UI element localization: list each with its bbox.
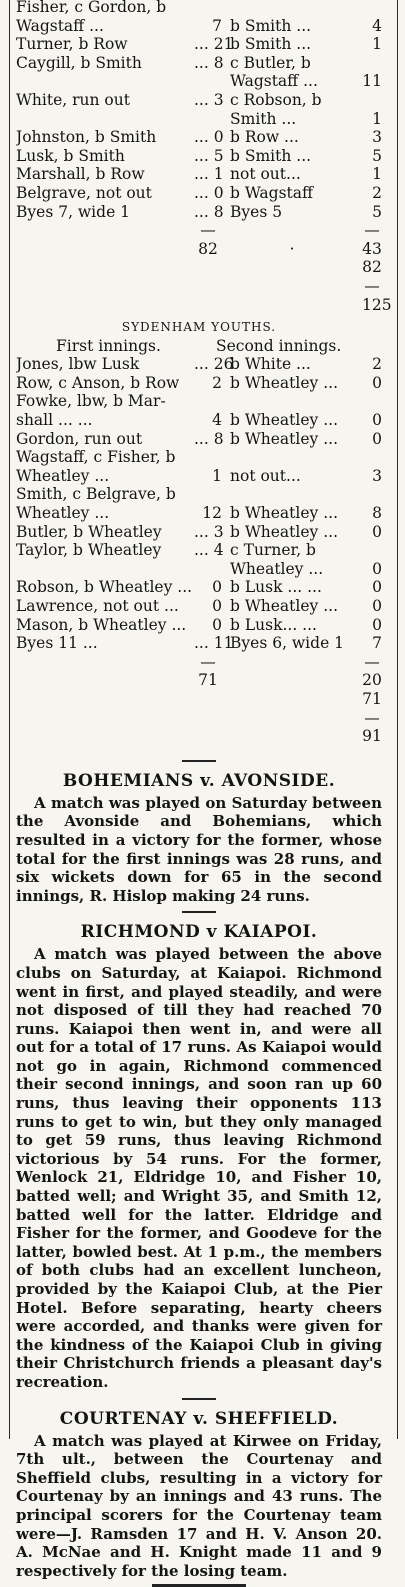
score-first-innings bbox=[194, 485, 222, 504]
scorecard-row bbox=[16, 91, 382, 110]
scorecard-row bbox=[16, 430, 382, 449]
batsman-first-innings bbox=[16, 72, 194, 91]
scorecard-continued bbox=[16, 0, 382, 221]
batsman-first-innings: Wagstaff ... bbox=[16, 16, 104, 35]
team-title: SYDENHAM YOUTHS. bbox=[121, 320, 277, 335]
score-second-innings bbox=[362, 54, 382, 73]
column-rule-left bbox=[9, 0, 10, 1439]
scorecard-row bbox=[16, 110, 382, 129]
score-second-innings: 0 bbox=[372, 597, 382, 615]
totals-row bbox=[16, 727, 382, 746]
batsman-first-innings: Lusk, b Smith bbox=[16, 146, 125, 165]
batsman-first-innings: Byes 7, wide 1 bbox=[16, 202, 131, 221]
article-body: A match was played on Saturday between the Avonside and Bohemians, which resulted in a victory for the former, whose total for the first innings was 28 runs, and six wickets down for 65 in the second innings, R. Hislop making 24 runs. bbox=[16, 793, 382, 905]
score-first-innings: ... 4 bbox=[194, 541, 224, 560]
scorecard-row bbox=[16, 467, 382, 486]
score-first-innings: ... 3 bbox=[194, 90, 224, 109]
score-first-innings: ... 0 bbox=[194, 128, 224, 147]
scorecard-row bbox=[16, 35, 382, 54]
score-first-innings bbox=[194, 448, 222, 467]
batsman-second-innings: b Wheatley ... bbox=[230, 597, 339, 615]
score-second-innings bbox=[362, 541, 382, 560]
scorecard-row bbox=[16, 560, 382, 579]
batsman-first-innings: Turner, b Row bbox=[16, 35, 128, 54]
section-divider bbox=[182, 760, 216, 762]
batsman-first-innings bbox=[16, 560, 194, 579]
score-second-innings bbox=[362, 485, 382, 504]
totals-row: — — bbox=[200, 221, 380, 240]
batsman-second-innings: b Wheatley ... bbox=[230, 373, 339, 392]
article-heading: RICHMOND v KAIAPOI. bbox=[80, 922, 318, 943]
scorecard-row bbox=[16, 523, 382, 542]
batsman-first-innings: Gordon, run out bbox=[16, 429, 143, 448]
batsman-first-innings: Wheatley ... bbox=[16, 504, 110, 523]
scorecard-row bbox=[16, 17, 382, 36]
score-first-innings: 2 bbox=[212, 373, 222, 392]
score-second-innings: 0 bbox=[372, 559, 382, 578]
totals-row: — bbox=[364, 276, 380, 295]
score-first-innings: 0 bbox=[212, 578, 222, 597]
batsman-second-innings: b Wheatley ... bbox=[230, 522, 339, 541]
score-first-innings: ... 1 bbox=[194, 165, 224, 184]
totals-row bbox=[16, 690, 382, 709]
scorecard-row bbox=[16, 541, 382, 560]
sydenham-scorecard bbox=[16, 355, 382, 653]
scorecard-row bbox=[16, 485, 382, 504]
scorecard-row bbox=[16, 54, 382, 73]
score-second-innings: 3 bbox=[372, 128, 382, 147]
score-second-innings: 0 bbox=[372, 429, 382, 448]
first-innings-carried: 71 bbox=[362, 689, 382, 708]
batsman-second-innings: Wagstaff ... bbox=[230, 72, 318, 91]
section-divider bbox=[182, 911, 216, 913]
batsman-first-innings: Fowke, lbw, b Mar- bbox=[16, 392, 166, 411]
batsman-first-innings: Johnston, b Smith bbox=[16, 128, 157, 147]
article-heading: COURTENAY v. SHEFFIELD. bbox=[59, 1408, 339, 1429]
score-second-innings: 7 bbox=[372, 634, 382, 653]
batsman-second-innings: Smith ... bbox=[230, 109, 297, 128]
totals-row: 82 · 43 bbox=[16, 240, 382, 259]
score-second-innings: 2 bbox=[372, 183, 382, 202]
batsman-first-innings: Lawrence, not out ... bbox=[16, 597, 179, 615]
batsman-first-innings: Jones, lbw Lusk bbox=[16, 355, 140, 374]
batsman-first-innings bbox=[16, 110, 194, 129]
score-first-innings: ... 5 bbox=[194, 146, 224, 165]
batsman-second-innings: b Smith ... bbox=[230, 35, 312, 54]
batsman-second-innings: not out... bbox=[230, 165, 301, 184]
first-innings-header: First innings. bbox=[56, 336, 161, 355]
score-second-innings: 0 bbox=[372, 522, 382, 541]
score-first-innings: 0 bbox=[212, 615, 222, 634]
scorecard-row bbox=[16, 165, 382, 184]
batsman-first-innings: Belgrave, not out bbox=[16, 183, 152, 202]
score-first-innings: ... 8 bbox=[194, 202, 224, 221]
batsman-first-innings: Wheatley ... bbox=[16, 466, 110, 485]
score-second-innings: 1 bbox=[372, 109, 382, 128]
article-body: A match was played at Kirwee on Friday, 7th ult., between the Courtenay and Sheffield clubs, resulting in a victory for Courtenay by an innings and 43 runs. The principal scorers for the Courtenay team were—J. Ramsden 17 and H. V. Anson 20. A. McNae and H. Knight made 11 and 9 respectively for the losing team. bbox=[16, 1431, 382, 1580]
batsman-first-innings: White, run out bbox=[16, 90, 130, 109]
score-first-innings: ... 3 bbox=[194, 522, 224, 541]
batsman-first-innings: Wagstaff, c Fisher, b bbox=[16, 448, 176, 467]
totals-row: — — bbox=[200, 652, 380, 671]
batsman-second-innings: b Smith ... bbox=[230, 146, 312, 165]
scorecard-row bbox=[16, 597, 382, 616]
batsman-first-innings: Taylor, b Wheatley bbox=[16, 541, 162, 560]
batsman-second-innings: Byes 6, wide 1 bbox=[230, 634, 345, 653]
score-first-innings: ... 26 bbox=[194, 355, 234, 374]
scorecard-row bbox=[16, 374, 382, 393]
score-second-innings: 11 bbox=[362, 72, 382, 91]
score-second-innings: 2 bbox=[372, 355, 382, 374]
totals-row: — bbox=[364, 708, 380, 727]
score-first-innings: 0 bbox=[212, 597, 222, 615]
scorecard-row bbox=[16, 355, 382, 374]
newspaper-column bbox=[16, 0, 392, 1587]
scorecard-row bbox=[16, 72, 382, 91]
first-innings-carried: 82 bbox=[362, 258, 382, 277]
score-second-innings bbox=[362, 392, 382, 411]
score-second-innings: 0 bbox=[372, 578, 382, 597]
score-first-innings bbox=[194, 392, 222, 411]
batsman-second-innings: b Wheatley ... bbox=[230, 411, 339, 430]
score-first-innings: ... 21 bbox=[194, 35, 234, 54]
batsman-second-innings: b Wheatley ... bbox=[230, 504, 339, 523]
score-first-innings bbox=[194, 110, 222, 129]
score-first-innings: ... 11 bbox=[194, 634, 234, 653]
batsman-first-innings: Marshall, b Row bbox=[16, 165, 145, 184]
article-body: A match was played between the above clubs on Saturday, at Kaiapoi. Richmond went in first, and played steadily, and were not disposed of till they had reached 70 runs. Kaiapoi then went in, and were all out for a total of 17 runs. As Kaiapoi would not go in again, Richmond commenced their second innings, and soon ran up 60 runs, thus leaving their opponents 113 runs to get to win, but they only managed to get 59 runs, thus leaving Richmond victorious by 54 runs. For the former, Wenlock 21, Eldridge 10, and Fisher 10, batted well; and Wright 35, and Smith 12, batted well for the latter. Eldridge and Fisher for the former, and Goodeve for the latter, bowled best. At 1 p.m., the members of both clubs had an excellent luncheon, provided by the Kaiapoi Club, at the Pier Hotel. Before separating, hearty cheers were accorded, and thanks were given for the kindness of the Kaiapoi Club in giving their Christchurch friends a pleasant day's recreation. bbox=[16, 945, 382, 1391]
score-second-innings bbox=[362, 448, 382, 467]
batsman-second-innings: c Turner, b bbox=[230, 541, 316, 560]
batsman-second-innings: c Robson, b bbox=[230, 90, 322, 109]
batsman-first-innings: Row, c Anson, b Row bbox=[16, 373, 180, 392]
batsman-first-innings: Butler, b Wheatley bbox=[16, 522, 162, 541]
score-first-innings bbox=[194, 0, 222, 17]
batsman-second-innings bbox=[222, 392, 362, 411]
batsman-first-innings: Mason, b Wheatley ... bbox=[16, 615, 187, 634]
score-second-innings: 5 bbox=[372, 202, 382, 221]
innings-headers bbox=[16, 337, 382, 356]
batsman-second-innings: b Smith ... bbox=[230, 16, 312, 35]
score-second-innings: 1 bbox=[372, 165, 382, 184]
batsman-second-innings: not out... bbox=[230, 466, 301, 485]
scorecard-row bbox=[16, 616, 382, 635]
batsman-first-innings: Byes 11 ... bbox=[16, 634, 98, 653]
totals-row bbox=[16, 671, 382, 690]
score-second-innings bbox=[362, 0, 382, 17]
score-first-innings: ... 0 bbox=[194, 183, 224, 202]
scorecard-row bbox=[16, 578, 382, 597]
score-second-innings: 0 bbox=[372, 373, 382, 392]
score-second-innings: 5 bbox=[372, 146, 382, 165]
second-innings-total: 20 bbox=[362, 671, 382, 690]
batsman-second-innings: b Wheatley ... bbox=[230, 429, 339, 448]
batsman-second-innings: b Lusk ... ... bbox=[230, 578, 322, 597]
batsman-second-innings bbox=[222, 0, 362, 17]
score-first-innings: ... 8 bbox=[194, 429, 224, 448]
batsman-first-innings: shall ... ... bbox=[16, 411, 93, 430]
second-innings-header: Second innings. bbox=[216, 336, 342, 355]
score-first-innings bbox=[194, 72, 222, 91]
score-second-innings: 4 bbox=[372, 16, 382, 35]
totals-row bbox=[16, 258, 382, 277]
article-heading: BOHEMIANS v. AVONSIDE. bbox=[62, 770, 336, 791]
batsman-second-innings bbox=[222, 485, 362, 504]
scorecard-row bbox=[16, 128, 382, 147]
score-first-innings: 7 bbox=[212, 16, 222, 35]
score-second-innings: 3 bbox=[372, 466, 382, 485]
batsman-first-innings: Robson, b Wheatley ... bbox=[16, 578, 193, 597]
scorecard-row bbox=[16, 203, 382, 222]
scorecard-row bbox=[16, 147, 382, 166]
section-divider bbox=[182, 1398, 216, 1400]
score-second-innings: 0 bbox=[372, 615, 382, 634]
batsman-first-innings: Fisher, c Gordon, b bbox=[16, 0, 167, 16]
score-first-innings: 12 bbox=[202, 504, 222, 523]
grand-total: 91 bbox=[362, 727, 382, 746]
batsman-first-innings: Caygill, b Smith bbox=[16, 53, 142, 72]
grand-total: 125 bbox=[362, 295, 392, 314]
batsman-second-innings bbox=[222, 448, 362, 467]
batsman-second-innings: b Wagstaff bbox=[230, 183, 314, 202]
scorecard-row bbox=[16, 392, 382, 411]
batsman-second-innings: b Lusk... ... bbox=[230, 615, 317, 634]
batsman-second-innings: c Butler, b bbox=[230, 53, 311, 72]
score-first-innings: 4 bbox=[212, 411, 222, 430]
first-innings-total: 82 bbox=[198, 239, 218, 258]
second-innings-total: 43 bbox=[362, 239, 382, 258]
scorecard-row bbox=[16, 504, 382, 523]
column-rule-right bbox=[397, 0, 398, 1439]
score-second-innings: 1 bbox=[372, 35, 382, 54]
batsman-second-innings: Byes 5 bbox=[230, 202, 283, 221]
scorecard-row bbox=[16, 0, 382, 17]
scorecard-row bbox=[16, 634, 382, 653]
scorecard-row bbox=[16, 448, 382, 467]
score-first-innings: 1 bbox=[212, 466, 222, 485]
score-second-innings: 0 bbox=[372, 411, 382, 430]
batsman-second-innings: b Row ... bbox=[230, 128, 299, 147]
score-first-innings: ... 8 bbox=[194, 53, 224, 72]
batsman-second-innings: Wheatley ... bbox=[230, 559, 324, 578]
first-innings-total: 71 bbox=[198, 671, 218, 690]
totals-row bbox=[16, 295, 392, 315]
score-second-innings: 8 bbox=[372, 504, 382, 523]
batsman-first-innings: Smith, c Belgrave, b bbox=[16, 485, 176, 504]
scorecard-row bbox=[16, 184, 382, 203]
scorecard-row bbox=[16, 411, 382, 430]
score-first-innings bbox=[194, 560, 222, 579]
score-second-innings bbox=[362, 91, 382, 110]
batsman-second-innings: b White ... bbox=[230, 355, 311, 374]
